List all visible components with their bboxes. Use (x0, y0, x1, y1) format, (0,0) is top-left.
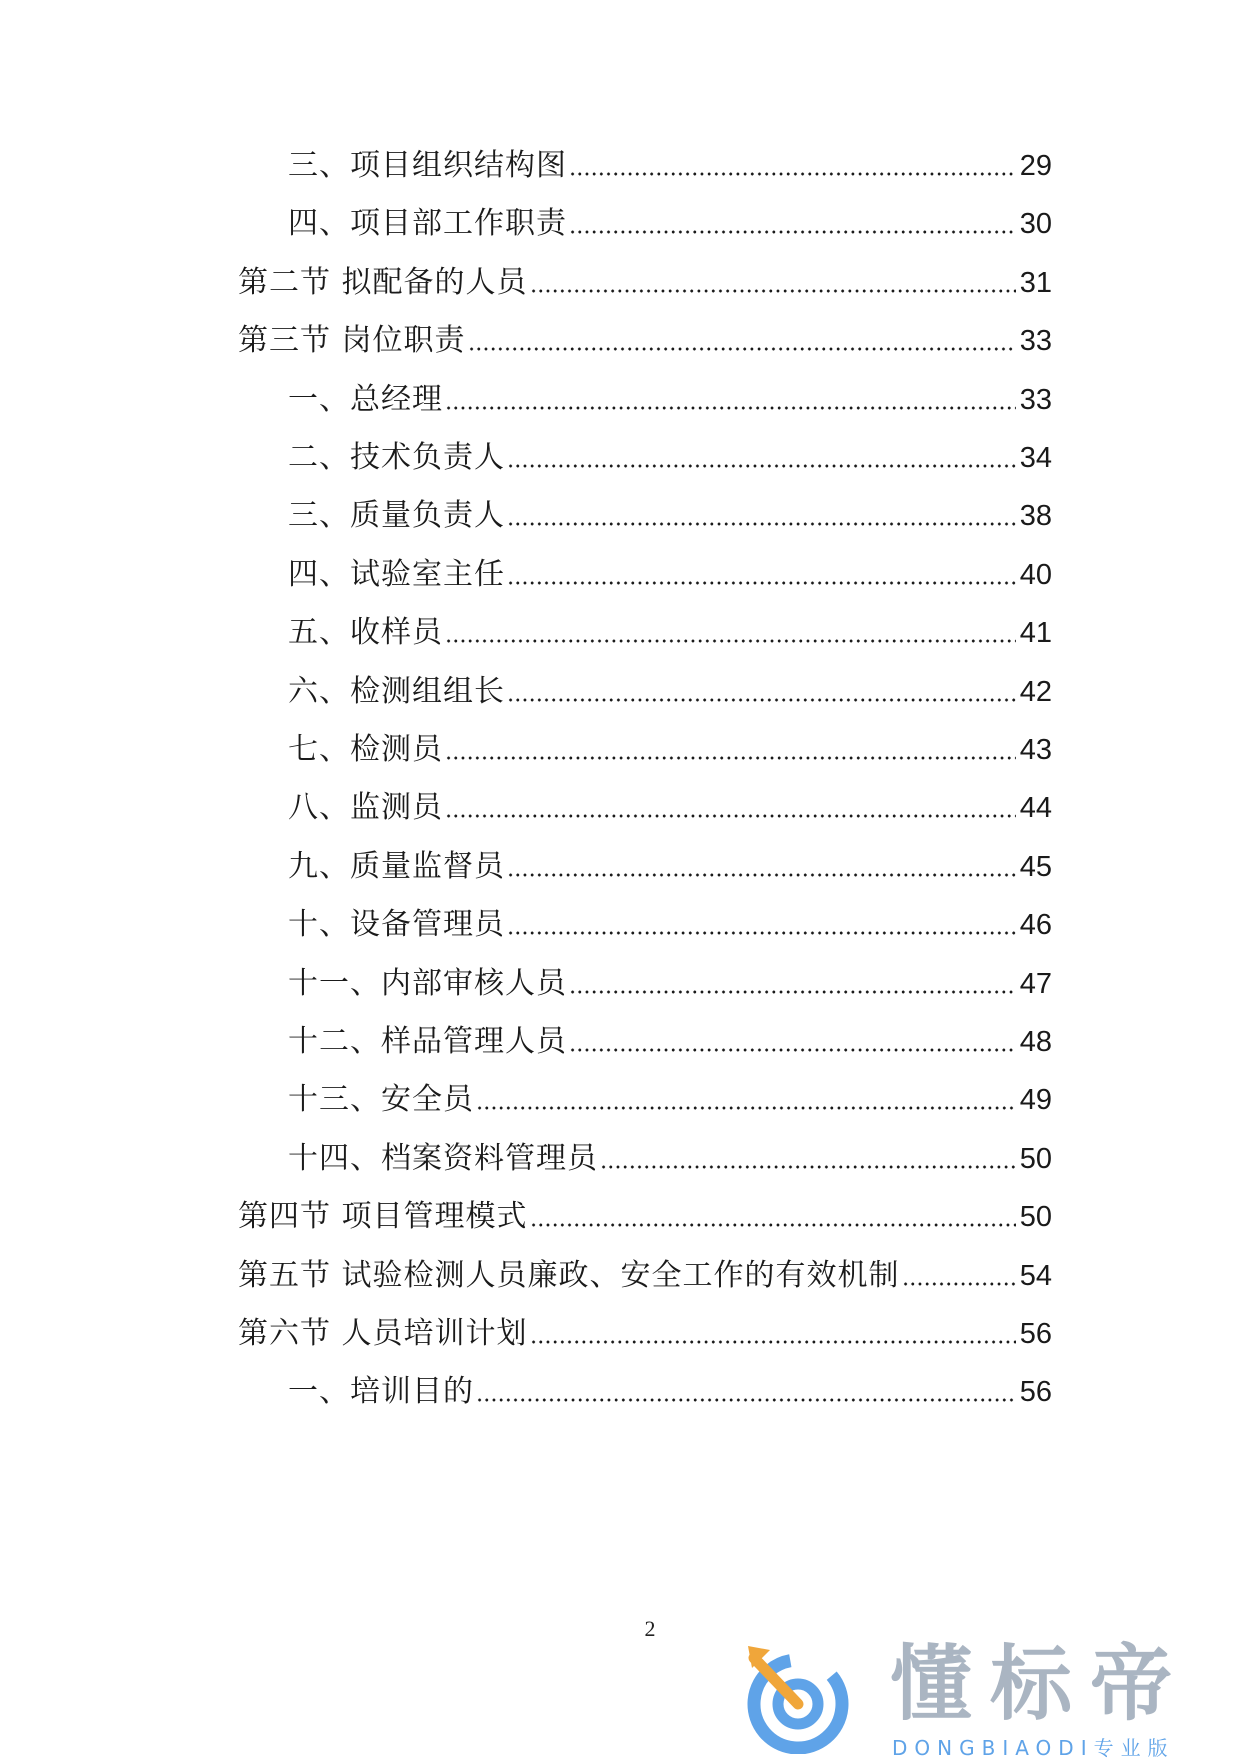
toc-entry[interactable] (288, 496, 1052, 536)
toc-dot-leader (445, 813, 1016, 819)
toc-entry-title: 六、检测组组长 (288, 673, 505, 709)
toc-entry[interactable] (238, 1256, 1052, 1296)
toc-entry-title: 第五节 试验检测人员廉政、安全工作的有效机制 (238, 1257, 900, 1293)
toc-dot-leader (507, 872, 1016, 878)
toc-entry-page: 41 (1019, 617, 1052, 650)
toc-dot-leader (600, 1164, 1016, 1170)
toc-dot-leader (530, 1222, 1016, 1228)
toc-entry[interactable] (288, 1022, 1052, 1062)
toc-entry[interactable] (238, 1314, 1052, 1354)
toc-entry[interactable] (238, 263, 1052, 303)
watermark-subtitle: DONGBIAODI专业版 (892, 1736, 1175, 1760)
toc-dot-leader (445, 405, 1016, 411)
toc-entry-page: 48 (1019, 1026, 1052, 1058)
toc-entry-title: 第四节 项目管理模式 (238, 1199, 528, 1235)
toc-entry-title: 十四、档案资料管理员 (288, 1140, 598, 1176)
toc-dot-leader (468, 346, 1016, 352)
toc-entry-page: 49 (1019, 1084, 1052, 1117)
toc-entry-page: 45 (1019, 850, 1052, 883)
toc-entry[interactable] (288, 847, 1052, 887)
toc-entry-title: 第六节 人员培训计划 (238, 1316, 528, 1351)
toc-dot-leader (507, 521, 1016, 527)
toc-entry-title: 一、培训目的 (288, 1374, 474, 1410)
watermark (740, 1630, 1210, 1760)
toc-entry[interactable] (288, 380, 1052, 420)
toc-entry[interactable] (288, 1139, 1052, 1179)
toc-entry-page: 56 (1019, 1318, 1052, 1350)
toc-dot-leader (569, 989, 1016, 995)
toc-entry-page: 43 (1019, 734, 1052, 766)
toc-entry-page: 54 (1019, 1259, 1052, 1292)
toc-entry-page: 34 (1019, 442, 1052, 474)
toc-entry-title: 十、设备管理员 (288, 907, 505, 943)
toc-entry-page: 31 (1019, 266, 1052, 299)
toc-entry-page: 33 (1019, 383, 1052, 416)
toc-entry[interactable] (288, 672, 1052, 712)
page-number: 2 (644, 1616, 656, 1641)
toc-entry-page: 29 (1019, 150, 1052, 182)
toc-dot-leader (569, 1047, 1016, 1053)
toc-dot-leader (476, 1105, 1016, 1111)
toc-dot-leader (507, 697, 1016, 703)
toc-entry-title: 七、检测员 (288, 732, 443, 767)
toc-entry-page: 47 (1019, 967, 1052, 1000)
toc-entry-page: 44 (1019, 792, 1052, 825)
toc-dot-leader (530, 288, 1016, 294)
toc-entry-title: 二、技术负责人 (288, 440, 505, 475)
toc-entry-page: 42 (1019, 675, 1052, 708)
toc-entry-page: 30 (1019, 208, 1052, 241)
toc-dot-leader (569, 171, 1016, 177)
toc-entry-title: 十二、样品管理人员 (288, 1024, 567, 1059)
toc-entry[interactable] (288, 1372, 1052, 1412)
toc-entry-title: 四、项目部工作职责 (288, 206, 567, 242)
toc-entry-title: 五、收样员 (288, 615, 443, 651)
toc-entry-title: 四、试验室主任 (288, 556, 505, 592)
toc-entry[interactable] (288, 788, 1052, 828)
toc-dot-leader (476, 1397, 1016, 1403)
toc-entry[interactable] (288, 905, 1052, 945)
toc-entry-page: 38 (1019, 500, 1052, 533)
toc-dot-leader (530, 1339, 1016, 1345)
toc-entry[interactable] (288, 146, 1052, 186)
toc-entry-title: 十三、安全员 (288, 1082, 474, 1118)
toc-entry-title: 第三节 岗位职责 (238, 323, 466, 359)
target-logo-icon (740, 1638, 870, 1754)
toc-dot-leader (445, 638, 1016, 644)
toc-entry-title: 三、项目组织结构图 (288, 148, 567, 183)
toc-entry[interactable] (288, 555, 1052, 595)
toc-entry-title: 一、总经理 (288, 381, 443, 417)
toc-entry[interactable] (238, 321, 1052, 361)
watermark-brand: 懂标帝 (890, 1637, 1191, 1732)
toc-dot-leader (507, 930, 1016, 936)
toc-entry[interactable] (288, 438, 1052, 478)
toc-entry[interactable] (288, 964, 1052, 1004)
toc-entry-title: 十一、内部审核人员 (288, 965, 567, 1001)
toc-entry-title: 九、质量监督员 (288, 848, 505, 884)
toc-entry-page: 50 (1019, 1142, 1052, 1175)
toc-entry-title: 八、监测员 (288, 790, 443, 826)
toc-entry-title: 第二节 拟配备的人员 (238, 264, 528, 300)
toc-entry-page: 50 (1019, 1201, 1052, 1234)
toc-entry-page: 56 (1019, 1376, 1052, 1409)
toc-dot-leader (507, 463, 1016, 469)
toc-dot-leader (507, 580, 1016, 586)
toc-entry-page: 46 (1019, 909, 1052, 942)
toc-entry[interactable] (238, 1197, 1052, 1237)
toc-dot-leader (902, 1281, 1016, 1287)
toc-dot-leader (569, 229, 1016, 235)
toc-dot-leader (445, 755, 1016, 761)
toc-entry-page: 40 (1019, 558, 1052, 591)
toc-entry-title: 三、质量负责人 (288, 498, 505, 534)
toc-entry[interactable] (288, 204, 1052, 244)
toc-entry[interactable] (288, 613, 1052, 653)
toc-entry[interactable] (288, 1080, 1052, 1120)
toc-entry[interactable] (288, 730, 1052, 770)
toc-entry-page: 33 (1019, 325, 1052, 358)
